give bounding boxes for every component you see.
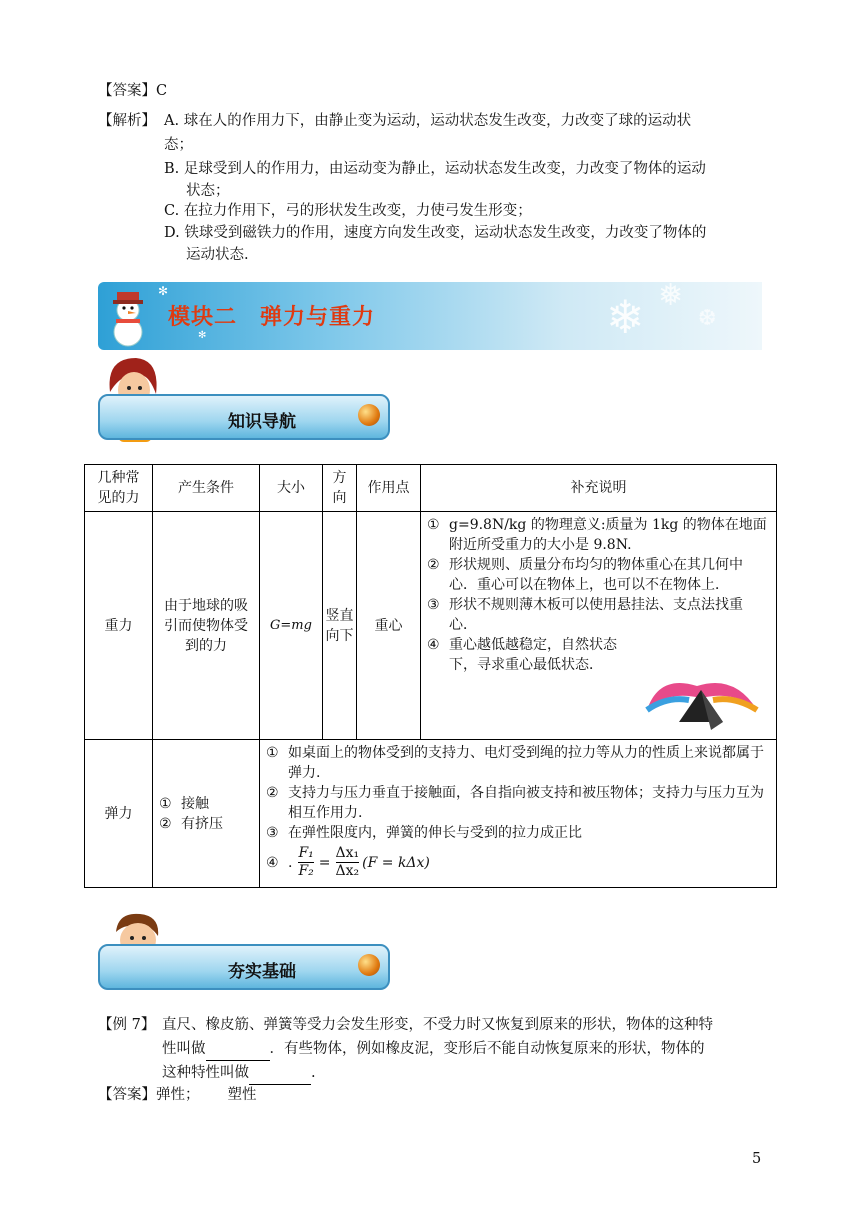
gravity-direction: 竖直向下 — [323, 512, 357, 740]
snowflake-icon: ✻ — [158, 284, 169, 298]
analysis-c-line1: C. 在拉力作用下，弓的形状发生改变，力使弓发生形变； — [164, 203, 532, 219]
header-notes: 补充说明 — [421, 465, 777, 512]
header-direction: 方向 — [323, 465, 357, 512]
table-header-row — [85, 465, 777, 512]
example-line1: 直尺、橡皮筋、弹簧等受力会发生形变，不受力时又恢复到原来的形状，物体的这种特 — [162, 1017, 713, 1033]
snowflake-icon: ❅ — [658, 282, 684, 313]
module-banner — [98, 282, 762, 350]
analysis-a-line2: 态； — [164, 137, 193, 153]
balancing-toy-icon — [639, 670, 763, 734]
answer2-tag: 【答案】 — [98, 1087, 156, 1103]
list-item: ③ 在弹性限度内，弹簧的伸长与受到的拉力成正比 — [266, 825, 582, 841]
base-tab[interactable] — [98, 944, 390, 990]
answer-value: C — [156, 83, 168, 99]
list-item: ③ 形状不规则薄木板可以使用悬挂法、支点法找重心． — [427, 597, 743, 633]
knowledge-table — [84, 464, 777, 888]
knowledge-nav-tab[interactable] — [98, 394, 390, 440]
formula-rhs: $\frac{\text{Δx₁}}{\text{Δx₂}}$ — [335, 845, 360, 879]
ornament-icon — [358, 954, 380, 976]
list-item: ① g=9.8N/kg 的物理意义:质量为 1kg 的物体在地面附近所受重力的大小是 9.8N. — [427, 517, 767, 553]
snowflake-icon: ✻ — [198, 330, 207, 341]
header-force-type: 几种常见的力 — [85, 465, 153, 512]
elastic-name: 弹力 — [85, 740, 153, 888]
list-item: ② 有挤压 — [159, 815, 223, 832]
gravity-notes — [421, 512, 777, 740]
header-cause: 产生条件 — [153, 465, 260, 512]
header-point: 作用点 — [357, 465, 421, 512]
gravity-point: 重心 — [357, 512, 421, 740]
formula-row: ④ . $\frac{\text{F₁}}{\text{F₂}}$ = $\frac{\text{Δx₁}}{\text{Δx₂}}$ (F = kΔx) — [266, 845, 430, 879]
gravity-cause: 由于地球的吸引而使物体受到的力 — [153, 512, 260, 740]
page-number: 5 — [752, 1151, 762, 1167]
list-item: ① 接触 — [159, 795, 209, 812]
answer2-line — [98, 1084, 257, 1106]
analysis-d-line1: D. 铁球受到磁铁力的作用，速度方向发生改变，运动状态发生改变，力改变了物体的 — [164, 225, 707, 241]
snowflake-icon: ❄ — [606, 290, 645, 344]
example-tag: 【例 7】 — [98, 1017, 156, 1033]
formula-tail: (F = kΔx) — [362, 854, 430, 871]
table-row-elastic — [85, 740, 777, 888]
answer2-b: 塑性 — [227, 1087, 257, 1103]
list-item: ① 如桌面上的物体受到的支持力、电灯受到绳的拉力等从力的性质上来说都属于弹力. — [266, 745, 764, 781]
list-item: ② 形状规则、质量分布均匀的物体重心在其几何中心．重心可以在物体上，也可以不在物体上． — [427, 557, 743, 593]
analysis-b-line2: 状态； — [186, 183, 230, 199]
analysis-d-line2: 运动状态. — [186, 247, 249, 263]
list-item: ④ 重心越低越稳定，自然状态下，寻求重心最低状态． — [427, 637, 617, 673]
base-tab-label: 夯实基础 — [228, 962, 296, 982]
elastic-causes — [153, 740, 260, 888]
knowledge-nav-label: 知识导航 — [228, 412, 296, 432]
answer2-a: 弹性； — [156, 1087, 200, 1103]
module-title: 模块二 弹力与重力 — [168, 305, 376, 330]
analysis-a-line1: A. 球在人的作用力下，由静止变为运动，运动状态发生改变，力改变了球的运动状 — [164, 113, 692, 129]
formula-lhs: $\frac{\text{F₁}}{\text{F₂}}$ — [298, 845, 314, 879]
example-line2: 性叫做 ．有些物体，例如橡皮泥，变形后不能自动恢复原来的形状，物体的 — [162, 1038, 705, 1061]
snowman-icon — [100, 286, 156, 348]
analysis-b-line1: B. 足球受到人的作用力，由运动变为静止，运动状态发生改变，力改变了物体的运动 — [164, 161, 706, 177]
analysis-tag: 【解析】 — [98, 113, 156, 129]
gravity-name: 重力 — [85, 512, 153, 740]
table-row-gravity — [85, 512, 777, 740]
list-item: ② 支持力与压力垂直于接触面，各自指向被支持和被压物体；支持力与压力互为相互作用力. — [266, 785, 764, 821]
example-line3: 这种特性叫做 . — [162, 1062, 316, 1085]
answer-blank[interactable] — [249, 1062, 311, 1085]
elastic-notes — [260, 740, 777, 888]
snowflake-icon: ❆ — [698, 306, 717, 331]
gravity-size: G=mg — [260, 512, 323, 740]
answer-line — [98, 80, 167, 102]
answer-tag: 【答案】 — [98, 83, 156, 99]
ornament-icon — [358, 404, 380, 426]
header-size: 大小 — [260, 465, 323, 512]
answer-blank[interactable] — [206, 1038, 270, 1061]
